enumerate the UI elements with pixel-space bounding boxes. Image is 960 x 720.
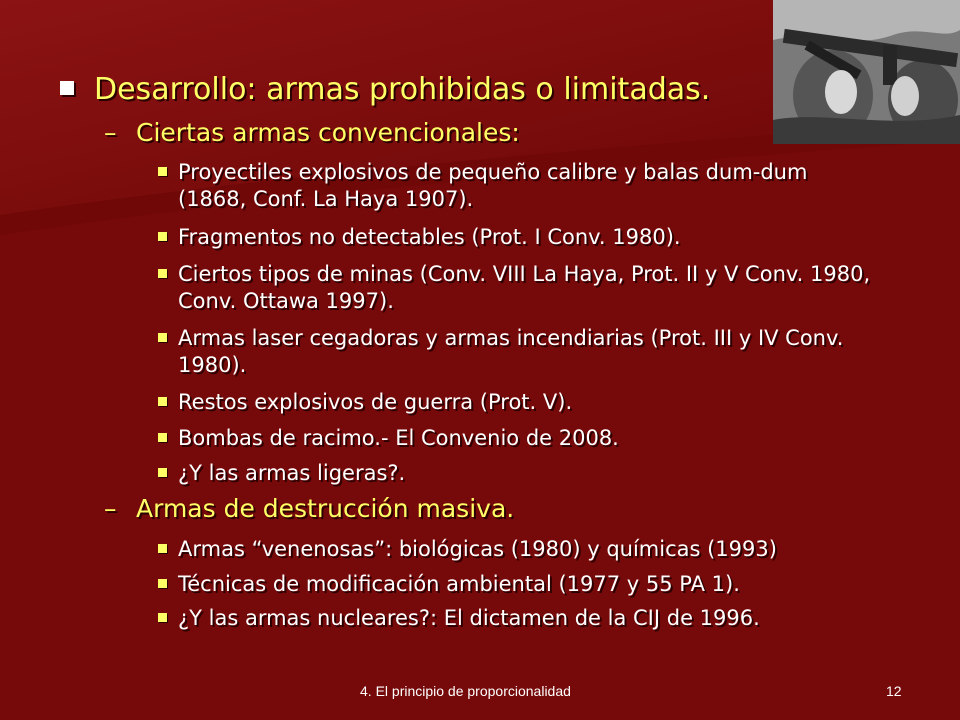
section-title-mass-destruction xyxy=(104,494,514,523)
square-bullet-icon xyxy=(158,397,167,406)
square-bullet-icon xyxy=(158,232,167,241)
section-title-text: Ciertas armas convencionales: xyxy=(136,118,520,147)
page-number: 12 xyxy=(886,683,902,699)
square-bullet-icon xyxy=(158,433,167,442)
list-item: ¿Y las armas nucleares?: El dictamen de la CIJ de 1996. xyxy=(158,605,878,632)
list-item: Proyectiles explosivos de pequeño calibre y balas dum-dum (1868, Conf. La Haya 1907). xyxy=(158,159,878,213)
square-bullet-icon xyxy=(158,544,167,553)
list-item: ¿Y las armas ligeras?. xyxy=(158,460,878,487)
square-bullet-icon xyxy=(158,579,167,588)
square-bullet-icon xyxy=(158,269,167,278)
section-title-conventional xyxy=(104,118,520,147)
dash-icon: – xyxy=(104,118,117,147)
square-bullet-icon xyxy=(158,333,167,342)
square-bullet-icon xyxy=(158,468,167,477)
dash-icon: – xyxy=(104,494,117,523)
list-item: Restos explosivos de guerra (Prot. V). xyxy=(158,389,878,416)
list-item: Armas “venenosas”: biológicas (1980) y químicas (1993) xyxy=(158,536,878,563)
square-bullet-icon xyxy=(158,167,167,176)
list-item: Fragmentos no detectables (Prot. I Conv. 1980). xyxy=(158,224,878,251)
list-item: Armas laser cegadoras y armas incendiarias (Prot. III y IV Conv. 1980). xyxy=(158,325,878,379)
heading xyxy=(60,72,710,107)
heading-text: Desarrollo: armas prohibidas o limitadas. xyxy=(94,72,711,107)
square-bullet-icon xyxy=(158,613,167,622)
section-title-text: Armas de destrucción masiva. xyxy=(136,494,515,523)
list-item: Técnicas de modificación ambiental (1977 y 55 PA 1). xyxy=(158,571,878,598)
list-item: Bombas de racimo.- El Convenio de 2008. xyxy=(158,425,878,452)
list-item: Ciertos tipos de minas (Conv. VIII La Haya, Prot. II y V Conv. 1980, Conv. Ottawa 1997). xyxy=(158,261,878,315)
footer-title: 4. El principio de proporcionalidad xyxy=(360,683,571,699)
square-bullet-icon xyxy=(60,81,74,95)
